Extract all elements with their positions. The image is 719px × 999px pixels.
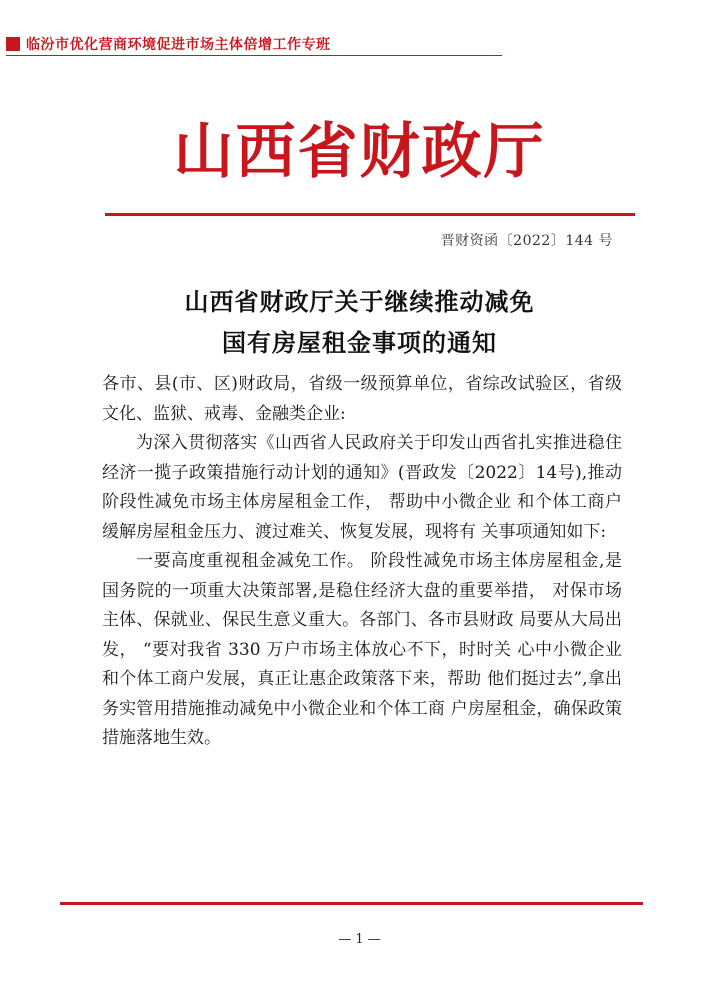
page-number: — 1 — — [338, 932, 381, 947]
paragraph-intro: 为深入贯彻落实《山西省人民政府关于印发山西省扎实推进稳住经济一揽子政策措施行动计划的通知》(晋政发〔2022〕14号),推动阶段性减免市场主体房屋租金工作， 帮助中小微企业 和个体工商户缓解房屋租金压力、渡过难关、恢复发展，现将有 关事项通知如下: — [102, 433, 622, 542]
masthead-title: 山西省财政厅 — [173, 117, 546, 187]
red-square-icon — [6, 37, 20, 51]
document-number: 晋财资函〔2022〕144 号 — [440, 233, 613, 249]
salutation: 各市、县(市、区)财政局，省级一级预算单位，省综改试验区，省级文化、监狱、戒毒、金融类企业: — [102, 374, 622, 424]
header-banner — [6, 34, 331, 54]
footer-divider — [60, 902, 643, 905]
notice-title-line-1: 山西省财政厅关于继续推动减免 — [184, 287, 535, 316]
banner-text: 临汾市优化营商环境促进市场主体倍增工作专班 — [26, 37, 331, 53]
notice-body — [102, 370, 622, 754]
masthead-divider — [105, 213, 635, 216]
banner-divider — [6, 55, 502, 56]
notice-title-line-2: 国有房屋租金事项的通知 — [222, 328, 497, 357]
paragraph-item-1: 一要高度重视租金减免工作。 阶段性减免市场主体房屋租金,是国务院的一项重大决策部署,是稳住经济大盘的重要举措， 对保市场主体、保就业、保民生意义重大。各部门、各市县财政 局要从大局出发， “要对我省 330 万户市场主体放心不下，时时关 心中小微企业和个体工商户发展，真正让惠企政策落下来，帮助 他们挺过去”,拿出务实管用措施推动减免中小微企业和个体工商 户房屋租金，确保政策措施落地生效。 — [102, 551, 622, 748]
